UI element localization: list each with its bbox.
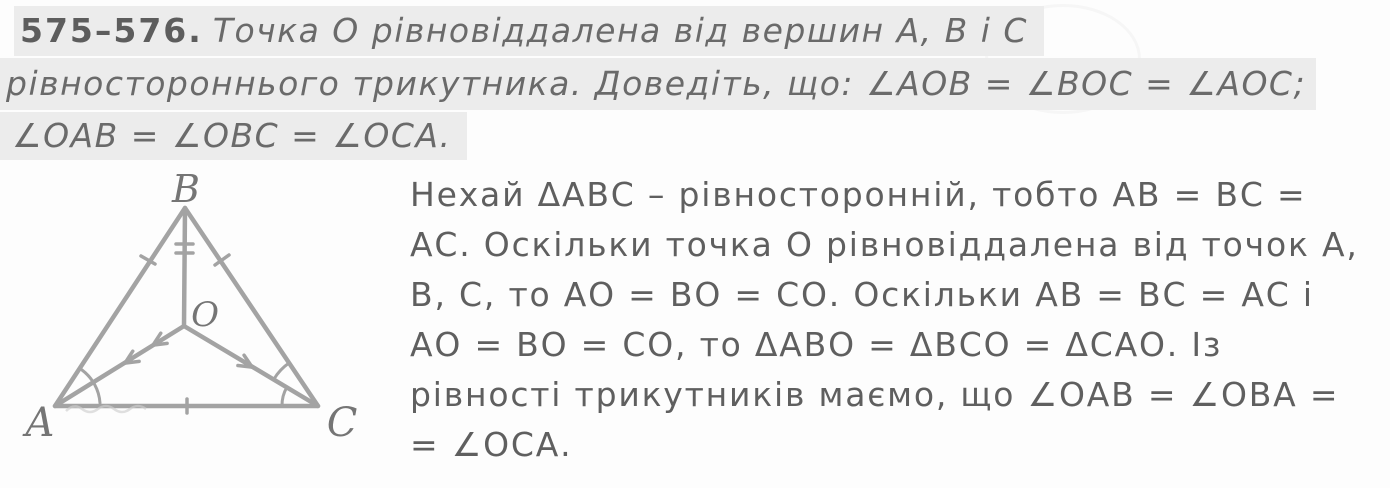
solution-text [410,170,1380,470]
label-vertex-b: B [172,167,200,211]
triangle-figure [0,160,400,488]
label-point-o: O [191,295,219,335]
problem-statement-line-3 [0,112,467,160]
solution-line: В, С, то АО = ВО = СО. Оскільки АВ = ВС = АС і [410,275,1314,314]
label-vertex-c: C [326,400,358,446]
label-vertex-a: A [25,400,55,446]
problem-statement-line-2 [0,58,1316,110]
problem-number: 575–576. [20,11,203,50]
segment-ob [184,208,185,326]
solution-line: рівності трикутників маємо, що ∠ОАВ = ∠ОВА = [410,375,1340,414]
angle-arc-c-outer [274,363,289,379]
solution-line: = ∠ОСА. [410,425,573,464]
problem-text-3: ∠ОАВ = ∠ОВС = ∠ОСА. [12,116,452,155]
solution-line: АС. Оскільки точка О рівновіддалена від точок А, [410,225,1359,264]
problem-text-1: Точка О рівновіддалена від вершин А, В і С [212,11,1028,50]
solution-line: Нехай ΔАВС – рівносторонній, тобто АВ = ВС = [410,175,1307,214]
segment-oa [55,326,184,406]
scan-squiggle [66,406,146,412]
problem-text-2: рівностороннього трикутника. Доведіть, що: ∠АОВ = ∠ВОС = ∠АОС; [6,64,1307,103]
angle-arc-c-inner [282,387,287,406]
problem-statement-line-1 [14,6,1044,56]
solution-line: АО = ВО = СО, то ΔАВО = ΔВСО = ΔСАО. Із [410,325,1223,364]
